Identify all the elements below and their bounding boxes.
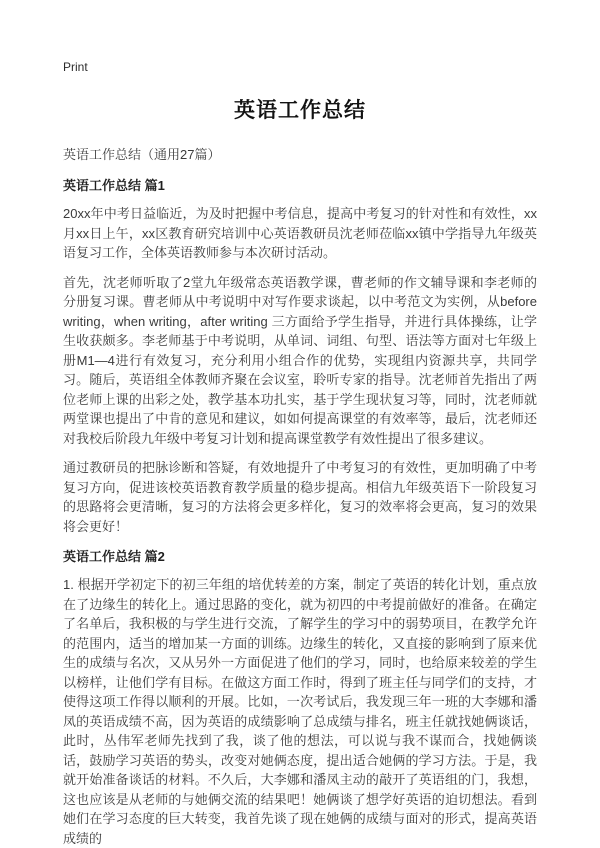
section-summary-2: [63, 546, 537, 848]
section-heading: 英语工作总结 篇1: [63, 178, 165, 193]
paragraph: 通过教研员的把脉诊断和答疑，有效地提升了中考复习的有效性，更加明确了中考复习方向，促进该校英语教育教学质量的稳步提高。相信九年级英语下一阶段复习的思路将会更清晰，复习的方法将会更多样化，复习的效率将会更高，复习的效果将会更好！: [63, 460, 537, 534]
section-heading: 英语工作总结 篇2: [63, 549, 165, 564]
paragraph: 1. 根据开学初定下的初三年组的培优转差的方案，制定了英语的转化计划，重点放在了边缘生的转化上。通过思路的变化，就为初四的中考提前做好的准备。在确定了名单后，我积极的与学生进行交流，了解学生的学习中的弱势项目，在教学允许的范围内，适当的增加某一方面的训练。边缘生的转化，又直接的影响到了原来优生的成绩与名次，又从另外一方面促进了他们的学习，同时，也给原来较差的学生以榜样，让他们学有目标。在做这方面工作时，得到了班主任与同学们的支持，才使得这项工作得以顺利的开展。比如，一次考试后，我发现三年一班的大李娜和潘凤的英语成绩不高，因为英语的成绩影响了总成绩与排名，班主任就找她俩谈话，此时，丛伟军老师先找到了我，谈了他的想法，可以说与我不谋而合，找她俩谈话，鼓励学习英语的势头，改变对她俩态度，提出适合她俩的学习方法。于是，我就开始准备谈话的材料。不久后，大李娜和潘凤主动的敲开了英语组的门，我想，这也应该是从老师的与她俩交流的结果吧！她俩谈了想学好英语的迫切想法。看到她们在学习态度的巨大转变，我首先谈了现在她俩的成绩与面对的形式，提高英语成绩的: [63, 577, 537, 846]
paragraph: 首先，沈老师听取了2堂九年级常态英语教学课，曹老师的作文辅导课和李老师的分册复习课。曹老师从中考说明中对写作要求谈起，以中考范文为实例，从before writing，when writing，after writing 三方面给予学生指导，并进行具体操练，让学生收获颇多。李老师基于中考说明，从单词、词组、句型、语法等方面对七年级上册M1—4进行有效复习，充分利用小组合作的优势，实现组内资源共享，共同学习。随后，英语组全体教师齐聚在会议室，聆听专家的指导。沈老师首先指出了两位老师上课的出彩之处，教学基本功扎实，基于学生现状复习等，同时，沈老师就两堂课也提出了中肯的意见和建议，如如何提高课堂的有效率等，最后，沈老师还对我校后阶段九年级中考复习计划和提高课堂教学有效性提出了很多建议。: [63, 274, 537, 446]
page-title: 英语工作总结: [234, 99, 366, 122]
print-link[interactable]: Print: [63, 60, 88, 74]
paragraph: 20xx年中考日益临近，为及时把握中考信息，提高中考复习的针对性和有效性，xx月xx日上午，xx区教育研究培训中心英语教研员沈老师莅临xx镇中学指导九年级英语复习工作，全体英语教师参与本次研讨活动。: [63, 206, 537, 260]
section-summary-1: [63, 175, 537, 536]
page-subtitle: 英语工作总结（通用27篇）: [63, 147, 221, 162]
